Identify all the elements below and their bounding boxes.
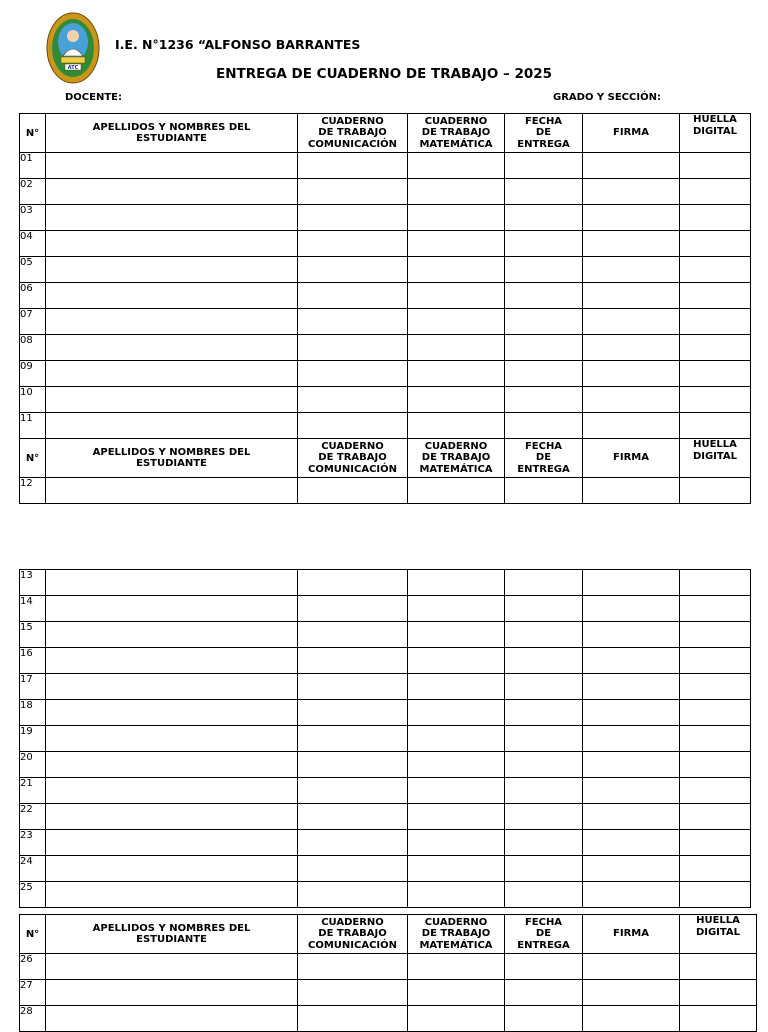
matematica-cell[interactable] <box>408 335 505 361</box>
huella-cell[interactable] <box>680 674 751 700</box>
comunicacion-cell[interactable] <box>298 413 408 439</box>
col-firma-header: FIRMA <box>583 915 680 954</box>
comunicacion-cell[interactable] <box>298 856 408 882</box>
comunicacion-cell[interactable] <box>298 205 408 231</box>
fecha-cell[interactable] <box>505 361 583 387</box>
col-name-header: APELLIDOS Y NOMBRES DEL ESTUDIANTE <box>46 439 298 478</box>
student-name-cell[interactable] <box>46 153 298 179</box>
row-number: 08 <box>20 335 46 361</box>
huella-cell[interactable] <box>680 257 751 283</box>
comunicacion-cell[interactable] <box>298 361 408 387</box>
student-name-cell[interactable] <box>46 1006 298 1032</box>
comunicacion-cell[interactable] <box>298 570 408 596</box>
fecha-cell[interactable] <box>505 1006 583 1032</box>
huella-cell[interactable] <box>680 283 751 309</box>
student-name-cell[interactable] <box>46 830 298 856</box>
student-name-cell[interactable] <box>46 283 298 309</box>
comunicacion-cell[interactable] <box>298 257 408 283</box>
matematica-cell[interactable] <box>408 1006 505 1032</box>
table-row <box>20 954 757 980</box>
student-name-cell[interactable] <box>46 726 298 752</box>
fecha-cell[interactable] <box>505 283 583 309</box>
fecha-cell[interactable] <box>505 153 583 179</box>
firma-cell[interactable] <box>583 596 680 622</box>
firma-cell[interactable] <box>583 283 680 309</box>
table-row <box>20 387 751 413</box>
student-name-cell[interactable] <box>46 335 298 361</box>
comunicacion-cell[interactable] <box>298 954 408 980</box>
huella-cell[interactable] <box>680 830 751 856</box>
comunicacion-cell[interactable] <box>298 778 408 804</box>
row-number: 22 <box>20 804 46 830</box>
matematica-cell[interactable] <box>408 387 505 413</box>
comunicacion-cell[interactable] <box>298 596 408 622</box>
document-title: ENTREGA DE CUADERNO DE TRABAJO – 2025 <box>215 66 553 82</box>
table-row <box>20 153 751 179</box>
col-num-header: N° <box>20 439 46 478</box>
comunicacion-cell[interactable] <box>298 478 408 504</box>
firma-cell[interactable] <box>583 179 680 205</box>
huella-cell[interactable] <box>680 804 751 830</box>
col-num-header: N° <box>20 114 46 153</box>
fecha-cell[interactable] <box>505 257 583 283</box>
matematica-cell[interactable] <box>408 752 505 778</box>
huella-cell[interactable] <box>680 1006 757 1032</box>
huella-cell[interactable] <box>680 413 751 439</box>
comunicacion-cell[interactable] <box>298 283 408 309</box>
firma-cell[interactable] <box>583 882 680 908</box>
firma-cell[interactable] <box>583 478 680 504</box>
row-number: 12 <box>20 478 46 504</box>
comunicacion-cell[interactable] <box>298 335 408 361</box>
comunicacion-cell[interactable] <box>298 752 408 778</box>
row-number: 05 <box>20 257 46 283</box>
huella-cell[interactable] <box>680 622 751 648</box>
matematica-cell[interactable] <box>408 283 505 309</box>
matematica-cell[interactable] <box>408 413 505 439</box>
student-name-cell[interactable] <box>46 622 298 648</box>
row-number: 09 <box>20 361 46 387</box>
row-number: 26 <box>20 954 46 980</box>
delivery-table-3 <box>19 914 757 1032</box>
firma-cell[interactable] <box>583 570 680 596</box>
comunicacion-cell[interactable] <box>298 980 408 1006</box>
table-row <box>20 596 751 622</box>
col-matematica-header: CUADERNO DE TRABAJO MATEMÁTICA <box>408 114 505 153</box>
firma-cell[interactable] <box>583 954 680 980</box>
comunicacion-cell[interactable] <box>298 179 408 205</box>
huella-cell[interactable] <box>680 856 751 882</box>
fecha-cell[interactable] <box>505 309 583 335</box>
student-name-cell[interactable] <box>46 387 298 413</box>
row-number: 25 <box>20 882 46 908</box>
row-number: 07 <box>20 309 46 335</box>
row-number: 14 <box>20 596 46 622</box>
fecha-cell[interactable] <box>505 700 583 726</box>
student-name-cell[interactable] <box>46 778 298 804</box>
matematica-cell[interactable] <box>408 179 505 205</box>
col-matematica-header: CUADERNO DE TRABAJO MATEMÁTICA <box>408 439 505 478</box>
table-row <box>20 335 751 361</box>
row-number: 28 <box>20 1006 46 1032</box>
grado-seccion-label: GRADO Y SECCIÓN: <box>553 92 661 103</box>
table-row <box>20 179 751 205</box>
col-fecha-header: FECHA DE ENTREGA <box>505 114 583 153</box>
col-comunicacion-header: CUADERNO DE TRABAJO COMUNICACIÓN <box>298 439 408 478</box>
firma-cell[interactable] <box>583 830 680 856</box>
student-name-cell[interactable] <box>46 361 298 387</box>
comunicacion-cell[interactable] <box>298 882 408 908</box>
comunicacion-cell[interactable] <box>298 231 408 257</box>
table-row <box>20 856 751 882</box>
comunicacion-cell[interactable] <box>298 1006 408 1032</box>
row-number: 03 <box>20 205 46 231</box>
logo-text: ATC <box>67 65 79 71</box>
col-huella-header: HUELLA DIGITAL <box>680 439 751 478</box>
fecha-cell[interactable] <box>505 205 583 231</box>
row-number: 13 <box>20 570 46 596</box>
student-name-cell[interactable] <box>46 570 298 596</box>
fecha-cell[interactable] <box>505 335 583 361</box>
table-row <box>20 413 751 439</box>
huella-cell[interactable] <box>680 478 751 504</box>
row-number: 15 <box>20 622 46 648</box>
student-name-cell[interactable] <box>46 309 298 335</box>
firma-cell[interactable] <box>583 700 680 726</box>
comunicacion-cell[interactable] <box>298 153 408 179</box>
col-comunicacion-header: CUADERNO DE TRABAJO COMUNICACIÓN <box>298 114 408 153</box>
student-name-cell[interactable] <box>46 596 298 622</box>
fecha-cell[interactable] <box>505 752 583 778</box>
firma-cell[interactable] <box>583 752 680 778</box>
student-name-cell[interactable] <box>46 674 298 700</box>
col-huella-header: HUELLA DIGITAL <box>680 114 751 153</box>
fecha-cell[interactable] <box>505 954 583 980</box>
firma-cell[interactable] <box>583 257 680 283</box>
table-row <box>20 1006 757 1032</box>
fecha-cell[interactable] <box>505 570 583 596</box>
row-number: 27 <box>20 980 46 1006</box>
comunicacion-cell[interactable] <box>298 648 408 674</box>
row-number: 17 <box>20 674 46 700</box>
firma-cell[interactable] <box>583 1006 680 1032</box>
matematica-cell[interactable] <box>408 804 505 830</box>
matematica-cell[interactable] <box>408 882 505 908</box>
matematica-cell[interactable] <box>408 570 505 596</box>
huella-cell[interactable] <box>680 179 751 205</box>
col-firma-header: FIRMA <box>583 439 680 478</box>
student-name-cell[interactable] <box>46 231 298 257</box>
column-header-row <box>20 439 751 478</box>
matematica-cell[interactable] <box>408 153 505 179</box>
row-number: 20 <box>20 752 46 778</box>
row-number: 06 <box>20 283 46 309</box>
delivery-table-2 <box>19 569 751 908</box>
huella-cell[interactable] <box>680 205 751 231</box>
comunicacion-cell[interactable] <box>298 309 408 335</box>
huella-cell[interactable] <box>680 335 751 361</box>
col-comunicacion-header: CUADERNO DE TRABAJO COMUNICACIÓN <box>298 915 408 954</box>
fecha-cell[interactable] <box>505 980 583 1006</box>
table-row <box>20 980 757 1006</box>
matematica-cell[interactable] <box>408 205 505 231</box>
huella-cell[interactable] <box>680 231 751 257</box>
row-number: 04 <box>20 231 46 257</box>
table-row <box>20 622 751 648</box>
matematica-cell[interactable] <box>408 700 505 726</box>
table-row <box>20 309 751 335</box>
fecha-cell[interactable] <box>505 179 583 205</box>
fecha-cell[interactable] <box>505 830 583 856</box>
firma-cell[interactable] <box>583 361 680 387</box>
table-row <box>20 700 751 726</box>
fecha-cell[interactable] <box>505 804 583 830</box>
fecha-cell[interactable] <box>505 778 583 804</box>
col-fecha-header: FECHA DE ENTREGA <box>505 439 583 478</box>
table-row <box>20 283 751 309</box>
delivery-table-1 <box>19 113 751 504</box>
student-name-cell[interactable] <box>46 700 298 726</box>
column-header-row <box>20 114 751 153</box>
firma-cell[interactable] <box>583 387 680 413</box>
col-name-header: APELLIDOS Y NOMBRES DEL ESTUDIANTE <box>46 915 298 954</box>
fecha-cell[interactable] <box>505 478 583 504</box>
huella-cell[interactable] <box>680 570 751 596</box>
col-name-header: APELLIDOS Y NOMBRES DEL ESTUDIANTE <box>46 114 298 153</box>
matematica-cell[interactable] <box>408 361 505 387</box>
fecha-cell[interactable] <box>505 674 583 700</box>
row-number: 11 <box>20 413 46 439</box>
matematica-cell[interactable] <box>408 257 505 283</box>
fecha-cell[interactable] <box>505 596 583 622</box>
student-name-cell[interactable] <box>46 804 298 830</box>
comunicacion-cell[interactable] <box>298 726 408 752</box>
fecha-cell[interactable] <box>505 726 583 752</box>
table-row <box>20 570 751 596</box>
table-row <box>20 830 751 856</box>
fecha-cell[interactable] <box>505 856 583 882</box>
matematica-cell[interactable] <box>408 674 505 700</box>
matematica-cell[interactable] <box>408 726 505 752</box>
row-number: 10 <box>20 387 46 413</box>
fecha-cell[interactable] <box>505 413 583 439</box>
comunicacion-cell[interactable] <box>298 387 408 413</box>
row-number: 18 <box>20 700 46 726</box>
table-row <box>20 257 751 283</box>
table-row <box>20 726 751 752</box>
col-firma-header: FIRMA <box>583 114 680 153</box>
student-name-cell[interactable] <box>46 980 298 1006</box>
comunicacion-cell[interactable] <box>298 674 408 700</box>
col-matematica-header: CUADERNO DE TRABAJO MATEMÁTICA <box>408 915 505 954</box>
row-number: 24 <box>20 856 46 882</box>
comunicacion-cell[interactable] <box>298 700 408 726</box>
fecha-cell[interactable] <box>505 231 583 257</box>
matematica-cell[interactable] <box>408 596 505 622</box>
table-row <box>20 205 751 231</box>
student-name-cell[interactable] <box>46 257 298 283</box>
matematica-cell[interactable] <box>408 648 505 674</box>
firma-cell[interactable] <box>583 413 680 439</box>
fecha-cell[interactable] <box>505 622 583 648</box>
huella-cell[interactable] <box>680 882 751 908</box>
row-number: 16 <box>20 648 46 674</box>
matematica-cell[interactable] <box>408 980 505 1006</box>
table-row <box>20 361 751 387</box>
school-name: I.E. N°1236 “ALFONSO BARRANTES <box>115 37 361 52</box>
huella-cell[interactable] <box>680 954 757 980</box>
firma-cell[interactable] <box>583 231 680 257</box>
huella-cell[interactable] <box>680 153 751 179</box>
matematica-cell[interactable] <box>408 954 505 980</box>
huella-cell[interactable] <box>680 361 751 387</box>
firma-cell[interactable] <box>583 804 680 830</box>
huella-cell[interactable] <box>680 726 751 752</box>
student-name-cell[interactable] <box>46 752 298 778</box>
col-num-header: N° <box>20 915 46 954</box>
table-row <box>20 231 751 257</box>
matematica-cell[interactable] <box>408 231 505 257</box>
row-number: 21 <box>20 778 46 804</box>
student-name-cell[interactable] <box>46 856 298 882</box>
huella-cell[interactable] <box>680 387 751 413</box>
firma-cell[interactable] <box>583 309 680 335</box>
docente-label: DOCENTE: <box>65 92 122 103</box>
row-number: 23 <box>20 830 46 856</box>
fecha-cell[interactable] <box>505 882 583 908</box>
row-number: 01 <box>20 153 46 179</box>
firma-cell[interactable] <box>583 674 680 700</box>
huella-cell[interactable] <box>680 700 751 726</box>
huella-cell[interactable] <box>680 596 751 622</box>
firma-cell[interactable] <box>583 205 680 231</box>
firma-cell[interactable] <box>583 648 680 674</box>
comunicacion-cell[interactable] <box>298 830 408 856</box>
comunicacion-cell[interactable] <box>298 804 408 830</box>
fecha-cell[interactable] <box>505 648 583 674</box>
student-name-cell[interactable] <box>46 954 298 980</box>
student-name-cell[interactable] <box>46 179 298 205</box>
firma-cell[interactable] <box>583 726 680 752</box>
matematica-cell[interactable] <box>408 622 505 648</box>
table-row <box>20 674 751 700</box>
table-row <box>20 804 751 830</box>
table-row <box>20 752 751 778</box>
student-name-cell[interactable] <box>46 205 298 231</box>
matematica-cell[interactable] <box>408 830 505 856</box>
matematica-cell[interactable] <box>408 309 505 335</box>
matematica-cell[interactable] <box>408 856 505 882</box>
firma-cell[interactable] <box>583 335 680 361</box>
firma-cell[interactable] <box>583 622 680 648</box>
huella-cell[interactable] <box>680 752 751 778</box>
col-fecha-header: FECHA DE ENTREGA <box>505 915 583 954</box>
student-name-cell[interactable] <box>46 648 298 674</box>
row-number: 02 <box>20 179 46 205</box>
column-header-row <box>20 915 757 954</box>
comunicacion-cell[interactable] <box>298 622 408 648</box>
table-row <box>20 778 751 804</box>
student-name-cell[interactable] <box>46 478 298 504</box>
huella-cell[interactable] <box>680 778 751 804</box>
firma-cell[interactable] <box>583 153 680 179</box>
table-row <box>20 882 751 908</box>
firma-cell[interactable] <box>583 856 680 882</box>
firma-cell[interactable] <box>583 980 680 1006</box>
fecha-cell[interactable] <box>505 387 583 413</box>
row-number: 19 <box>20 726 46 752</box>
table-row <box>20 478 751 504</box>
huella-cell[interactable] <box>680 980 757 1006</box>
matematica-cell[interactable] <box>408 478 505 504</box>
table-row <box>20 648 751 674</box>
huella-cell[interactable] <box>680 648 751 674</box>
student-name-cell[interactable] <box>46 413 298 439</box>
matematica-cell[interactable] <box>408 778 505 804</box>
student-name-cell[interactable] <box>46 882 298 908</box>
huella-cell[interactable] <box>680 309 751 335</box>
col-huella-header: HUELLA DIGITAL <box>680 915 757 954</box>
firma-cell[interactable] <box>583 778 680 804</box>
